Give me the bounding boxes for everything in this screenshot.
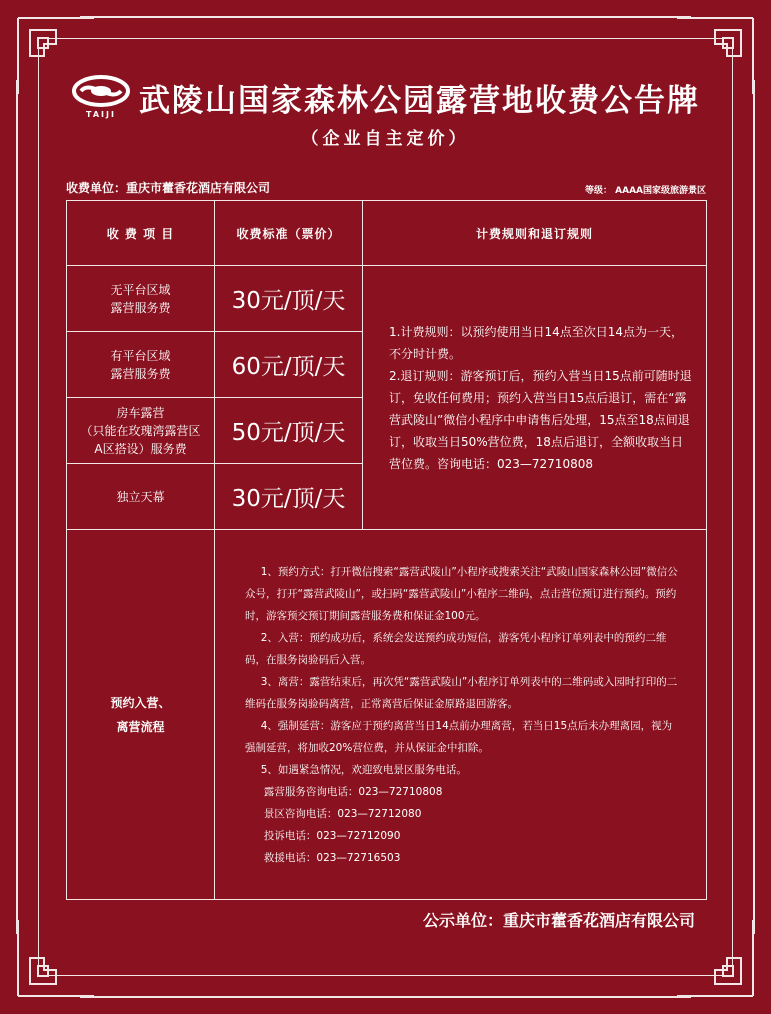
process-label-line: 离营流程 xyxy=(116,719,165,734)
phone-line: 露营服务咨询电话：023—72710808 xyxy=(263,785,443,798)
item-name-line: A区搭设）服务费 xyxy=(94,441,187,456)
fee-table xyxy=(66,200,707,900)
item-name-line: 有平台区域 xyxy=(110,348,171,363)
phone-line: 投诉电话：023—72712090 xyxy=(263,829,401,842)
item-name-cell xyxy=(67,464,215,530)
fee-unit: 收费单位：重庆市藿香花酒店有限公司 xyxy=(66,181,271,195)
outer-frame-right xyxy=(753,80,755,934)
process-step: 4、强制延营：游客应于预约离营当日14点前办理离营，若当日15点后未办理离园，视为强制延营，将加收20%营位费，并从保证金中扣除。 xyxy=(245,719,673,754)
unit-row xyxy=(66,176,706,196)
header-item: 收 费 项 目 xyxy=(67,201,215,266)
publisher: 公示单位：重庆市藿香花酒店有限公司 xyxy=(422,911,695,930)
item-name-line: 无平台区域 xyxy=(110,282,171,297)
phone-line: 救援电话：023—72716503 xyxy=(263,851,401,864)
scenic-level: 等级： AAAA国家级旅游景区 xyxy=(585,186,706,196)
item-name-line: （只能在玫瑰湾露营区 xyxy=(80,423,201,438)
phone-line: 景区咨询电话：023—72712080 xyxy=(263,807,422,820)
billing-rule: 1.计费规则：以预约使用当日14点至次日14点为一天，不分时计费。 xyxy=(389,324,683,361)
item-name-line: 房车露营 xyxy=(116,405,165,420)
outer-frame-bottom xyxy=(80,996,691,998)
header-rules: 计费规则和退订规则 xyxy=(363,201,707,266)
price-cell: 50元/顶/天 xyxy=(215,398,363,464)
item-name-line: 独立天幕 xyxy=(116,489,165,504)
taiji-logo-icon xyxy=(71,75,131,119)
process-step: 2、入营：预约成功后，系统会发送预约成功短信，游客凭小程序订单列表中的预约二维码，在服务岗验码后入营。 xyxy=(245,631,667,666)
price-cell: 30元/顶/天 xyxy=(215,464,363,530)
header-price: 收费标准（票价） xyxy=(215,201,363,266)
process-step: 3、离营：露营结束后，再次凭“露营武陵山”小程序订单列表中的二维码或入园时打印的二维码在服务岗验码离营，正常离营后保证金原路退回游客。 xyxy=(245,675,678,710)
item-name-cell xyxy=(67,266,215,332)
cancellation-rule: 2.退订规则：游客预订后，预约入营当日15点前可随时退订，免收任何费用；预约入营当日15点后退订，需在“露营武陵山”微信小程序中申请售后处理，15点至18点间退订，收取当日50%营位费，18点后退订，全额收取当日营位费。咨询电话：023—72710808 xyxy=(389,368,692,471)
outer-frame-left xyxy=(16,80,18,934)
table-header-row xyxy=(67,201,707,266)
process-step: 5、如遇紧急情况，欢迎致电景区服务电话。 xyxy=(260,763,467,776)
price-cell: 60元/顶/天 xyxy=(215,332,363,398)
page-title: 武陵山国家森林公园露营地收费公告牌 xyxy=(139,82,700,119)
process-label-line: 预约入营、 xyxy=(110,695,171,710)
item-name-line: 露营服务费 xyxy=(110,366,171,381)
rules-cell xyxy=(363,266,707,530)
item-name-cell xyxy=(67,398,215,464)
process-row xyxy=(67,530,707,900)
outer-frame-top xyxy=(80,16,691,18)
title-row xyxy=(0,72,771,122)
table-row xyxy=(67,266,707,332)
page-subtitle: （企业自主定价） xyxy=(301,129,470,149)
process-step: 1、预约方式：打开微信搜索“露营武陵山”小程序或搜索关注“武陵山国家森林公园”微信公众号，打开“露营武陵山”，或扫码“露营武陵山”小程序二维码，点击营位预订进行预约。预约时，游客预交预订期间露营服务费和保证金100元。 xyxy=(245,565,678,622)
process-label-cell xyxy=(67,530,215,900)
logo-text: TAIJI xyxy=(86,110,116,119)
process-content-cell xyxy=(215,530,707,900)
item-name-line: 露营服务费 xyxy=(110,300,171,315)
price-cell: 30元/顶/天 xyxy=(215,266,363,332)
item-name-cell xyxy=(67,332,215,398)
